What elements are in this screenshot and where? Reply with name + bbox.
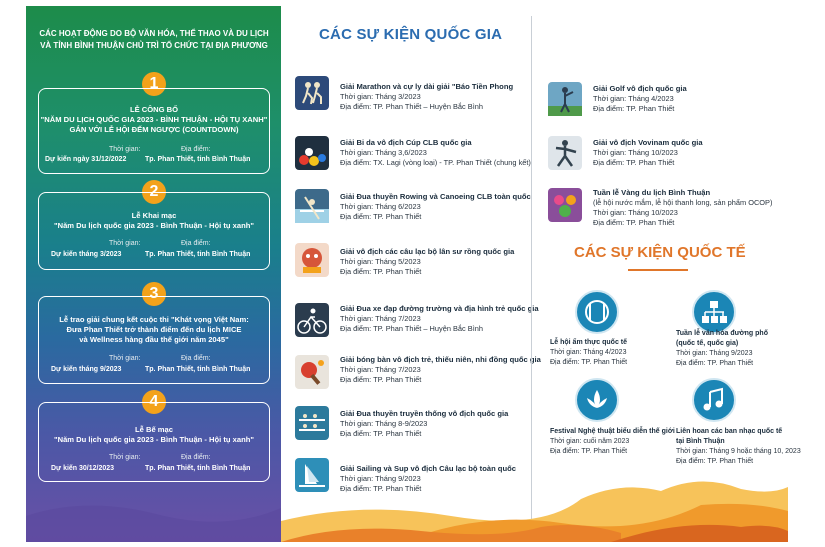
event-time: Thời gian: Tháng 7/2023 bbox=[340, 365, 421, 374]
event-sub: (lễ hội nước mắm, lễ hội thanh long, sản phẩm OCOP) bbox=[593, 198, 773, 207]
card-date: Dự kiến tháng 3/2023 bbox=[51, 251, 122, 258]
place-label: Địa điểm: bbox=[181, 146, 211, 153]
time-label: Thời gian: bbox=[109, 355, 141, 362]
card-date: Dự kiến ngày 31/12/2022 bbox=[45, 156, 127, 163]
event-time: Thời gian: Tháng 8-9/2023 bbox=[340, 419, 428, 428]
intl-event-name: Liên hoan các ban nhạc quốc tế bbox=[676, 428, 783, 435]
time-label: Thời gian: bbox=[109, 454, 141, 461]
event-name: Giải Sailing và Sup vô địch Câu lạc bộ toàn quốc bbox=[340, 464, 516, 473]
card-title: LỄ CÔNG BỐ bbox=[129, 105, 179, 114]
event-name: Giải vô địch các câu lạc bộ lân sư rồng quốc gia bbox=[340, 247, 515, 256]
event-time: Thời gian: Tháng 3/2023 bbox=[340, 92, 421, 101]
event-place: Địa điểm: TP. Phan Thiết bbox=[340, 429, 422, 438]
event-time: Thời gian: Tháng 9/2023 bbox=[340, 474, 421, 483]
event-place: Địa điểm: TP. Phan Thiết bbox=[593, 104, 675, 113]
rowing-icon bbox=[295, 189, 329, 223]
time-label: Thời gian: bbox=[109, 240, 141, 247]
intl-event-time: Thời gian: Tháng 9 hoặc tháng 10, 2023 bbox=[676, 448, 801, 455]
card-title: GẮN VỚI LỄ HỘI ĐẾM NGƯỢC (COUNTDOWN) bbox=[69, 125, 239, 134]
event-time: Thời gian: Tháng 10/2023 bbox=[593, 148, 678, 157]
event-place: Địa điểm: TP. Phan Thiết – Huyện Bắc Bình bbox=[340, 324, 483, 333]
event-time: Thời gian: Tháng 5/2023 bbox=[340, 257, 421, 266]
title-underline bbox=[628, 269, 688, 271]
intl-event-place: Địa điểm: TP. Phan Thiết bbox=[550, 359, 628, 366]
intl-event-name: Festival Nghệ thuật biểu diễn thế giới bbox=[550, 428, 675, 435]
badge-4: 4 bbox=[142, 390, 166, 414]
network-icon bbox=[692, 290, 736, 334]
card-title: Lễ Khai mạc bbox=[131, 211, 177, 220]
left-heading-line2: VÀ TỈNH BÌNH THUẬN CHỦ TRÌ TỔ CHỨC TẠI ĐỊA PHƯƠNG bbox=[40, 41, 268, 50]
event-name: Giải Bi da vô địch Cúp CLB quốc gia bbox=[340, 138, 472, 147]
intl-event-place: Địa điểm: TP. Phan Thiết bbox=[676, 360, 754, 367]
place-label: Địa điểm: bbox=[181, 355, 211, 362]
badge-3: 3 bbox=[142, 282, 166, 306]
event-place: Địa điểm: TX. Lagi (vòng loại) - TP. Phan Thiết (chung kết) bbox=[340, 158, 531, 167]
event-place: Địa điểm: TP. Phan Thiết bbox=[340, 212, 422, 221]
card-place: Tp. Phan Thiết, tỉnh Bình Thuận bbox=[145, 251, 251, 258]
time-label: Thời gian: bbox=[109, 146, 141, 153]
intl-event-name: tại Bình Thuận bbox=[676, 438, 725, 445]
event-name: Giải Marathon và cự ly dài giải "Báo Tiền Phong bbox=[340, 82, 514, 91]
event-name: Giải Đua thuyền Rowing và Canoeing CLB toàn quốc bbox=[340, 192, 531, 201]
column-divider bbox=[531, 16, 532, 536]
card-place: Tp. Phan Thiết, tỉnh Bình Thuận bbox=[145, 156, 251, 163]
left-panel bbox=[26, 6, 281, 542]
event-card-2 bbox=[38, 192, 270, 270]
event-name: Giải bóng bàn vô địch trẻ, thiếu niên, nhi đồng quốc gia bbox=[340, 355, 541, 364]
card-date: Dự kiến tháng 9/2023 bbox=[51, 366, 122, 373]
cutlery-icon bbox=[575, 290, 619, 334]
cycling-icon bbox=[295, 303, 329, 337]
vovinam-icon bbox=[548, 136, 582, 170]
lion-dance-icon bbox=[295, 243, 329, 277]
card-title: Lễ trao giải chung kết cuộc thi "Khát vọng Việt Nam: bbox=[59, 315, 249, 324]
card-title: Đưa Phan Thiết trở thành điểm đến du lịch MICE bbox=[66, 325, 242, 334]
event-place: Địa điểm: TP. Phan Thiết bbox=[593, 158, 675, 167]
event-name: Giải Đua thuyền truyền thống vô địch quốc gia bbox=[340, 409, 509, 418]
event-card-4 bbox=[38, 402, 270, 482]
event-card-3 bbox=[38, 296, 270, 384]
card-place: Tp. Phan Thiết, tỉnh Bình Thuận bbox=[145, 465, 251, 472]
sand-dunes-decoration bbox=[281, 461, 788, 542]
card-title: "Năm Du lịch quốc gia 2023 - Bình Thuận - Hội tụ xanh" bbox=[53, 435, 254, 444]
event-time: Thời gian: Tháng 6/2023 bbox=[340, 202, 421, 211]
left-heading bbox=[34, 28, 274, 52]
card-title: và Wellness hàng đầu thế giới năm 2045" bbox=[79, 335, 229, 344]
badge-2: 2 bbox=[142, 180, 166, 204]
lotus-icon bbox=[575, 378, 619, 422]
card-place: Tp. Phan Thiết, tỉnh Bình Thuận bbox=[145, 366, 251, 373]
place-label: Địa điểm: bbox=[181, 240, 211, 247]
card-title: Lễ Bế mạc bbox=[135, 425, 173, 434]
golf-icon bbox=[548, 82, 582, 116]
music-note-icon bbox=[692, 378, 736, 422]
event-time: Thời gian: Tháng 7/2023 bbox=[340, 314, 421, 323]
intl-event-place: Địa điểm: TP. Phan Thiết bbox=[550, 448, 628, 455]
running-icon bbox=[295, 76, 329, 110]
national-title: CÁC SỰ KIỆN QUỐC GIA bbox=[319, 26, 503, 43]
left-wave-decoration bbox=[26, 486, 281, 542]
event-time: Thời gian: Tháng 3,6/2023 bbox=[340, 148, 427, 157]
badge-1: 1 bbox=[142, 72, 166, 96]
event-name: Tuần lễ Vàng du lịch Bình Thuận bbox=[593, 188, 711, 197]
card-title: "NĂM DU LỊCH QUỐC GIA 2023 - BÌNH THUẬN - HỘI TỤ XANH" bbox=[40, 115, 268, 124]
event-place: Địa điểm: TP. Phan Thiết bbox=[340, 375, 422, 384]
intl-event-name: (quốc tế, quốc gia) bbox=[676, 340, 739, 347]
intl-event-place: Địa điểm: TP. Phan Thiết bbox=[676, 458, 754, 465]
boat-race-icon bbox=[295, 406, 329, 440]
event-place: Địa điểm: TP. Phan Thiết – Huyện Bắc Bình bbox=[340, 102, 483, 111]
event-time: Thời gian: Tháng 4/2023 bbox=[593, 94, 674, 103]
event-place: Địa điểm: TP. Phan Thiết bbox=[593, 218, 675, 227]
left-heading-line1: CÁC HOẠT ĐỘNG DO BỘ VĂN HÓA, THỂ THAO VÀ DU LỊCH bbox=[39, 29, 269, 38]
festival-icon bbox=[548, 188, 582, 222]
intl-event-time: Thời gian: Tháng 9/2023 bbox=[676, 350, 753, 357]
card-title: "Năm Du lịch quốc gia 2023 - Bình Thuận - Hội tụ xanh" bbox=[53, 221, 254, 230]
card-date: Dự kiến 30/12/2023 bbox=[51, 465, 115, 472]
event-name: Giải Đua xe đạp đường trường và địa hình trẻ quốc gia bbox=[340, 304, 539, 313]
intl-event-time: Thời gian: cuối năm 2023 bbox=[550, 438, 630, 445]
intl-event-time: Thời gian: Tháng 4/2023 bbox=[550, 349, 627, 356]
event-name: Giải vô địch Vovinam quốc gia bbox=[593, 138, 703, 147]
intl-event-name: Tuần lễ văn hóa đường phố bbox=[676, 330, 768, 337]
event-time: Thời gian: Tháng 10/2023 bbox=[593, 208, 678, 217]
event-card-1 bbox=[38, 88, 270, 174]
event-place: Địa điểm: TP. Phan Thiết bbox=[340, 267, 422, 276]
intl-event-name: Lễ hội ẩm thực quốc tế bbox=[550, 339, 628, 346]
international-title: CÁC SỰ KIỆN QUỐC TẾ bbox=[574, 244, 746, 261]
brochure bbox=[26, 6, 801, 542]
event-name: Giải Golf vô địch quốc gia bbox=[593, 84, 687, 93]
event-place: Địa điểm: TP. Phan Thiết bbox=[340, 484, 422, 493]
table-tennis-icon bbox=[295, 355, 329, 389]
billiards-icon bbox=[295, 136, 329, 170]
place-label: Địa điểm: bbox=[181, 454, 211, 461]
